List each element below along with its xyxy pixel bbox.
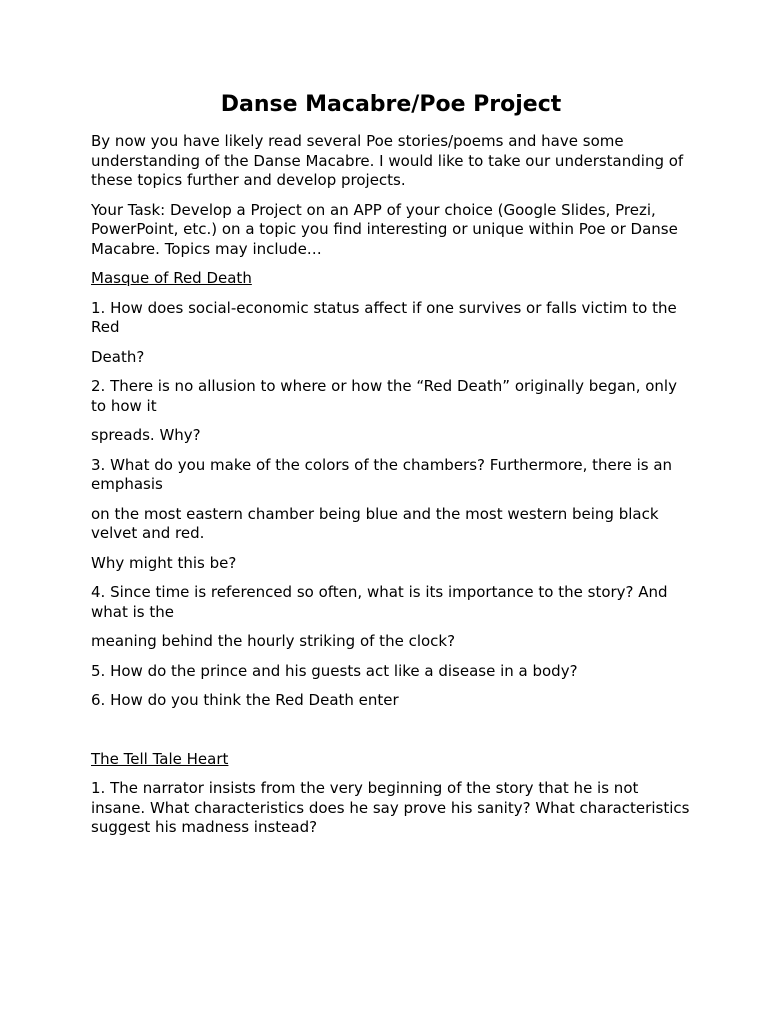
question-paragraph: 6. How do you think the Red Death enter (91, 691, 399, 709)
task-paragraph: Your Task: Develop a Project on an APP of your choice (Google Slides, Prezi, PowerPoint, etc.) on a topic you find interesting or unique within Poe or Danse Macabre. Topics may include… (91, 200, 678, 258)
question-paragraph: 3. What do you make of the colors of the chambers? Furthermore, there is an emphasis (91, 455, 673, 493)
question-paragraph: meaning behind the hourly striking of the clock? (91, 632, 456, 650)
section-spacer (91, 721, 691, 750)
document-page (91, 90, 691, 848)
question-paragraph: 4. Since time is referenced so often, what is its importance to the story? And what is the (91, 583, 668, 621)
question-paragraph: spreads. Why? (91, 426, 201, 444)
question-paragraph: 1. How does social-economic status affect if one survives or falls victim to the Red (91, 298, 677, 336)
question-paragraph: on the most eastern chamber being blue and the most western being black velvet and red. (91, 504, 659, 542)
question-paragraph: 1. The narrator insists from the very beginning of the story that he is not insane. What characteristics does he say prove his sanity? What characteristics suggest his madness instead? (91, 779, 690, 836)
section-heading-tell-tale: The Tell Tale Heart (91, 749, 229, 768)
question-paragraph: Why might this be? (91, 553, 237, 572)
section-heading-masque: Masque of Red Death (91, 269, 252, 287)
intro-paragraph: By now you have likely read several Poe stories/poems and have some understanding of the Danse Macabre. I would like to take our understanding of these topics further and develop projects. (91, 132, 684, 189)
question-paragraph: 5. How do the prince and his guests act like a disease in a body? (91, 661, 578, 680)
question-paragraph: 2. There is no allusion to where or how the “Red Death” originally began, only to how it (91, 377, 677, 415)
document-title: Danse Macabre/Poe Project (220, 92, 562, 117)
question-paragraph: Death? (91, 347, 145, 366)
